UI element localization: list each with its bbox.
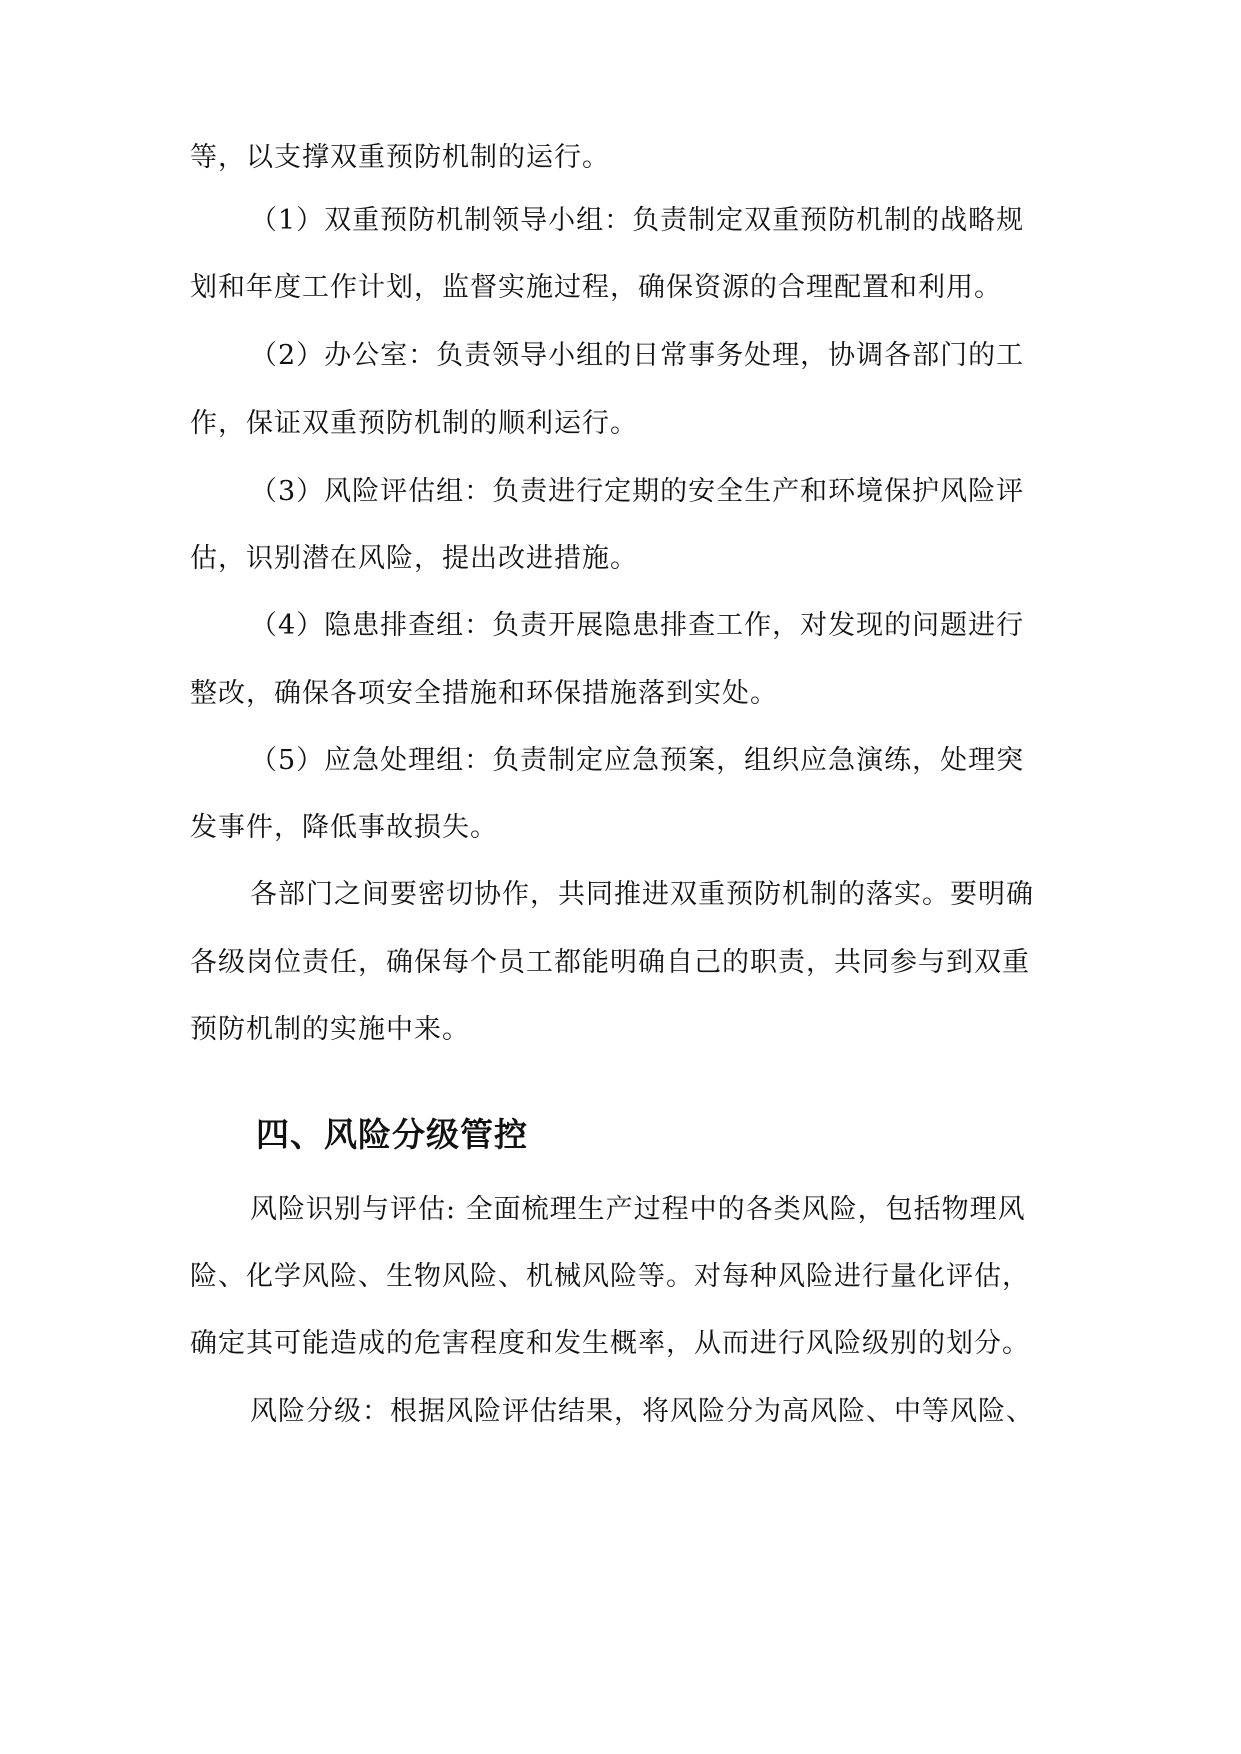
text-line: 险、化学风险、生物风险、机械风险等。对每种风险进行量化评估，: [190, 1261, 1030, 1292]
text-line: 等，以支撑双重预防机制的运行。: [190, 142, 610, 173]
text-line: 预防机制的实施中来。: [190, 1014, 470, 1045]
text-line: （3）风险评估组：负责进行定期的安全生产和环境保护风险评: [250, 476, 1025, 507]
text-line: （1）双重预防机制领导小组：负责制定双重预防机制的战略规: [250, 205, 1025, 236]
text-line: 作，保证双重预防机制的顺利运行。: [190, 408, 638, 439]
text-line: 风险识别与评估: 全面梳理生产过程中的各类风险，包括物理风: [250, 1194, 1026, 1225]
text-line: 风险分级：根据风险评估结果，将风险分为高风险、中等风险、: [250, 1396, 1034, 1427]
section-heading: 四、风险分级管控: [256, 1115, 528, 1154]
text-line: （2）办公室：负责领导小组的日常事务处理，协调各部门的工: [250, 340, 1025, 371]
text-line: （5）应急处理组：负责制定应急预案，组织应急演练，处理突: [250, 745, 1025, 776]
text-line: 整改，确保各项安全措施和环保措施落到实处。: [190, 678, 778, 709]
text-line: （4）隐患排查组：负责开展隐患排查工作，对发现的问题进行: [250, 610, 1025, 641]
text-line: 各部门之间要密切协作，共同推进双重预防机制的落实。要明确: [250, 879, 1034, 910]
text-line: 发事件，降低事故损失。: [190, 812, 498, 843]
text-line: 估，识别潜在风险，提出改进措施。: [190, 543, 638, 574]
text-line: 划和年度工作计划，监督实施过程，确保资源的合理配置和利用。: [190, 272, 1002, 303]
text-line: 确定其可能造成的危害程度和发生概率，从而进行风险级别的划分。: [190, 1328, 1030, 1359]
text-line: 各级岗位责任，确保每个员工都能明确自己的职责，共同参与到双重: [190, 947, 1030, 978]
